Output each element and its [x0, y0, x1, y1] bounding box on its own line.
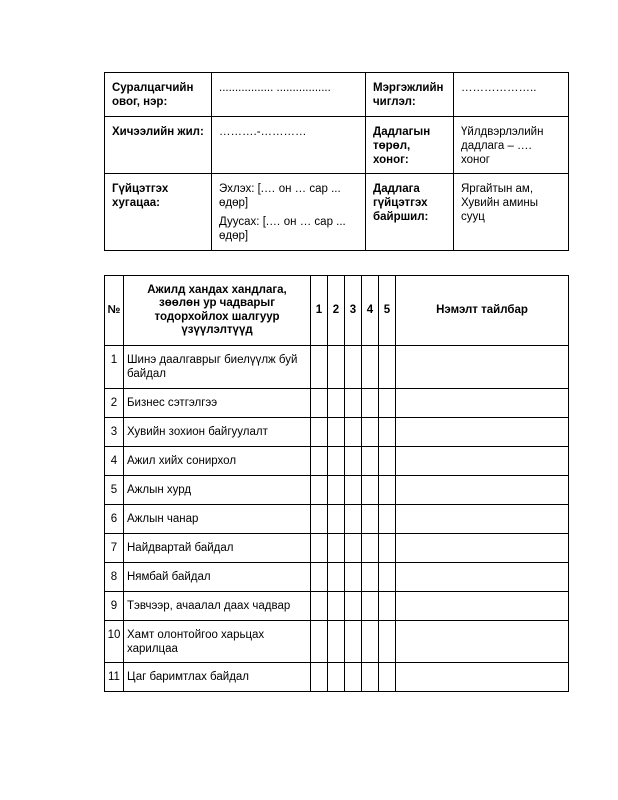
score-3-cell[interactable] — [345, 592, 362, 621]
notes-cell[interactable] — [396, 621, 569, 663]
score-4-cell[interactable] — [362, 447, 379, 476]
row-number: 10 — [105, 621, 124, 663]
score-2-cell[interactable] — [328, 476, 345, 505]
row-number: 1 — [105, 346, 124, 389]
score-3-cell[interactable] — [345, 418, 362, 447]
score-5-cell[interactable] — [379, 476, 396, 505]
table-row — [105, 592, 569, 621]
score-5-cell[interactable] — [379, 563, 396, 592]
student-name-label: Суралцагчийн овог, нэр: — [105, 73, 212, 117]
header-score-4: 4 — [362, 276, 379, 346]
score-4-cell[interactable] — [362, 418, 379, 447]
criteria-text: Цаг баримтлах байдал — [124, 663, 311, 692]
score-3-cell[interactable] — [345, 389, 362, 418]
period-end-text: Дуусах: [.… он … сар ... өдөр] — [219, 216, 346, 242]
score-5-cell[interactable] — [379, 447, 396, 476]
score-4-cell[interactable] — [362, 505, 379, 534]
table-row — [105, 621, 569, 663]
table-row — [105, 346, 569, 389]
score-1-cell[interactable] — [311, 663, 328, 692]
score-1-cell[interactable] — [311, 476, 328, 505]
notes-cell[interactable] — [396, 346, 569, 389]
location-label: Дадлага гүйцэтгэх байршил: — [366, 174, 454, 251]
notes-cell[interactable] — [396, 389, 569, 418]
criteria-text: Ажил хийх сонирхол — [124, 447, 311, 476]
criteria-text: Тэвчээр, ачаалал даах чадвар — [124, 592, 311, 621]
score-2-cell[interactable] — [328, 447, 345, 476]
score-5-cell[interactable] — [379, 621, 396, 663]
score-4-cell[interactable] — [362, 534, 379, 563]
score-1-cell[interactable] — [311, 621, 328, 663]
header-score-1: 1 — [311, 276, 328, 346]
criteria-text: Ажлын хурд — [124, 476, 311, 505]
row-number: 3 — [105, 418, 124, 447]
criteria-text: Шинэ даалгаврыг биелүүлж буй байдал — [124, 346, 311, 389]
school-year-label: Хичээлийн жил: — [105, 117, 212, 174]
specialty-field[interactable]: ……………….. — [454, 73, 569, 117]
score-3-cell[interactable] — [345, 346, 362, 389]
criteria-text: Бизнес сэтгэлгээ — [124, 389, 311, 418]
score-2-cell[interactable] — [328, 592, 345, 621]
score-1-cell[interactable] — [311, 592, 328, 621]
student-info-table — [104, 72, 569, 251]
score-2-cell[interactable] — [328, 534, 345, 563]
school-year-field[interactable]: ……….-………… — [212, 117, 366, 174]
header-number: № — [105, 276, 124, 346]
notes-cell[interactable] — [396, 418, 569, 447]
header-criteria: Ажилд хандах хандлага, зөөлөн ур чадварыг тодорхойлох шалгуур үзүүлэлтүүд — [124, 276, 311, 346]
score-5-cell[interactable] — [379, 346, 396, 389]
student-name-field[interactable]: ................. ................. — [212, 73, 366, 117]
score-1-cell[interactable] — [311, 534, 328, 563]
location-field[interactable]: Яргайтын ам, Хувийн амины сууц — [454, 174, 569, 251]
score-4-cell[interactable] — [362, 563, 379, 592]
score-1-cell[interactable] — [311, 563, 328, 592]
criteria-text: Хамт олонтойгоо харьцах харилцаа — [124, 621, 311, 663]
score-5-cell[interactable] — [379, 418, 396, 447]
score-1-cell[interactable] — [311, 505, 328, 534]
notes-cell[interactable] — [396, 505, 569, 534]
period-field[interactable] — [212, 174, 366, 251]
score-2-cell[interactable] — [328, 505, 345, 534]
score-2-cell[interactable] — [328, 621, 345, 663]
criteria-text: Нямбай байдал — [124, 563, 311, 592]
row-number: 9 — [105, 592, 124, 621]
row-number: 6 — [105, 505, 124, 534]
score-5-cell[interactable] — [379, 389, 396, 418]
notes-cell[interactable] — [396, 663, 569, 692]
table-row — [105, 476, 569, 505]
criteria-table — [104, 275, 569, 692]
score-1-cell[interactable] — [311, 447, 328, 476]
score-1-cell[interactable] — [311, 389, 328, 418]
table-row — [105, 389, 569, 418]
notes-cell[interactable] — [396, 563, 569, 592]
row-number: 8 — [105, 563, 124, 592]
score-3-cell[interactable] — [345, 534, 362, 563]
table-row — [105, 563, 569, 592]
score-2-cell[interactable] — [328, 389, 345, 418]
table-row — [105, 505, 569, 534]
table-row — [105, 663, 569, 692]
score-4-cell[interactable] — [362, 389, 379, 418]
header-score-3: 3 — [345, 276, 362, 346]
score-3-cell[interactable] — [345, 505, 362, 534]
info-row-period — [105, 174, 569, 251]
criteria-header-row — [105, 276, 569, 346]
score-5-cell[interactable] — [379, 663, 396, 692]
row-number: 2 — [105, 389, 124, 418]
score-4-cell[interactable] — [362, 476, 379, 505]
header-score-5: 5 — [379, 276, 396, 346]
table-row — [105, 534, 569, 563]
score-3-cell[interactable] — [345, 563, 362, 592]
row-number: 7 — [105, 534, 124, 563]
score-3-cell[interactable] — [345, 447, 362, 476]
notes-cell[interactable] — [396, 592, 569, 621]
score-4-cell[interactable] — [362, 621, 379, 663]
score-1-cell[interactable] — [311, 346, 328, 389]
table-row — [105, 447, 569, 476]
score-2-cell[interactable] — [328, 418, 345, 447]
info-row-student — [105, 73, 569, 117]
score-4-cell[interactable] — [362, 592, 379, 621]
notes-cell[interactable] — [396, 534, 569, 563]
table-row — [105, 418, 569, 447]
score-5-cell[interactable] — [379, 592, 396, 621]
score-1-cell[interactable] — [311, 418, 328, 447]
criteria-text: Хувийн зохион байгуулалт — [124, 418, 311, 447]
header-score-2: 2 — [328, 276, 345, 346]
score-5-cell[interactable] — [379, 534, 396, 563]
score-3-cell[interactable] — [345, 663, 362, 692]
row-number: 4 — [105, 447, 124, 476]
score-3-cell[interactable] — [345, 476, 362, 505]
row-number: 5 — [105, 476, 124, 505]
score-3-cell[interactable] — [345, 621, 362, 663]
score-4-cell[interactable] — [362, 663, 379, 692]
criteria-text: Ажлын чанар — [124, 505, 311, 534]
notes-cell[interactable] — [396, 447, 569, 476]
practice-type-field[interactable]: Үйлдвэрлэлийн дадлага – …. хоног — [454, 117, 569, 174]
period-label: Гүйцэтгэх хугацаа: — [105, 174, 212, 251]
specialty-label: Мэргэжлийн чиглэл: — [366, 73, 454, 117]
score-5-cell[interactable] — [379, 505, 396, 534]
header-notes: Нэмэлт тайлбар — [396, 276, 569, 346]
score-2-cell[interactable] — [328, 663, 345, 692]
info-row-year — [105, 117, 569, 174]
row-number: 11 — [105, 663, 124, 692]
score-2-cell[interactable] — [328, 346, 345, 389]
score-4-cell[interactable] — [362, 346, 379, 389]
period-start-text: Эхлэх: [.… он … сар ... өдөр] — [219, 183, 341, 209]
practice-type-label: Дадлагын төрөл, хоног: — [366, 117, 454, 174]
score-2-cell[interactable] — [328, 563, 345, 592]
criteria-text: Найдвартай байдал — [124, 534, 311, 563]
notes-cell[interactable] — [396, 476, 569, 505]
